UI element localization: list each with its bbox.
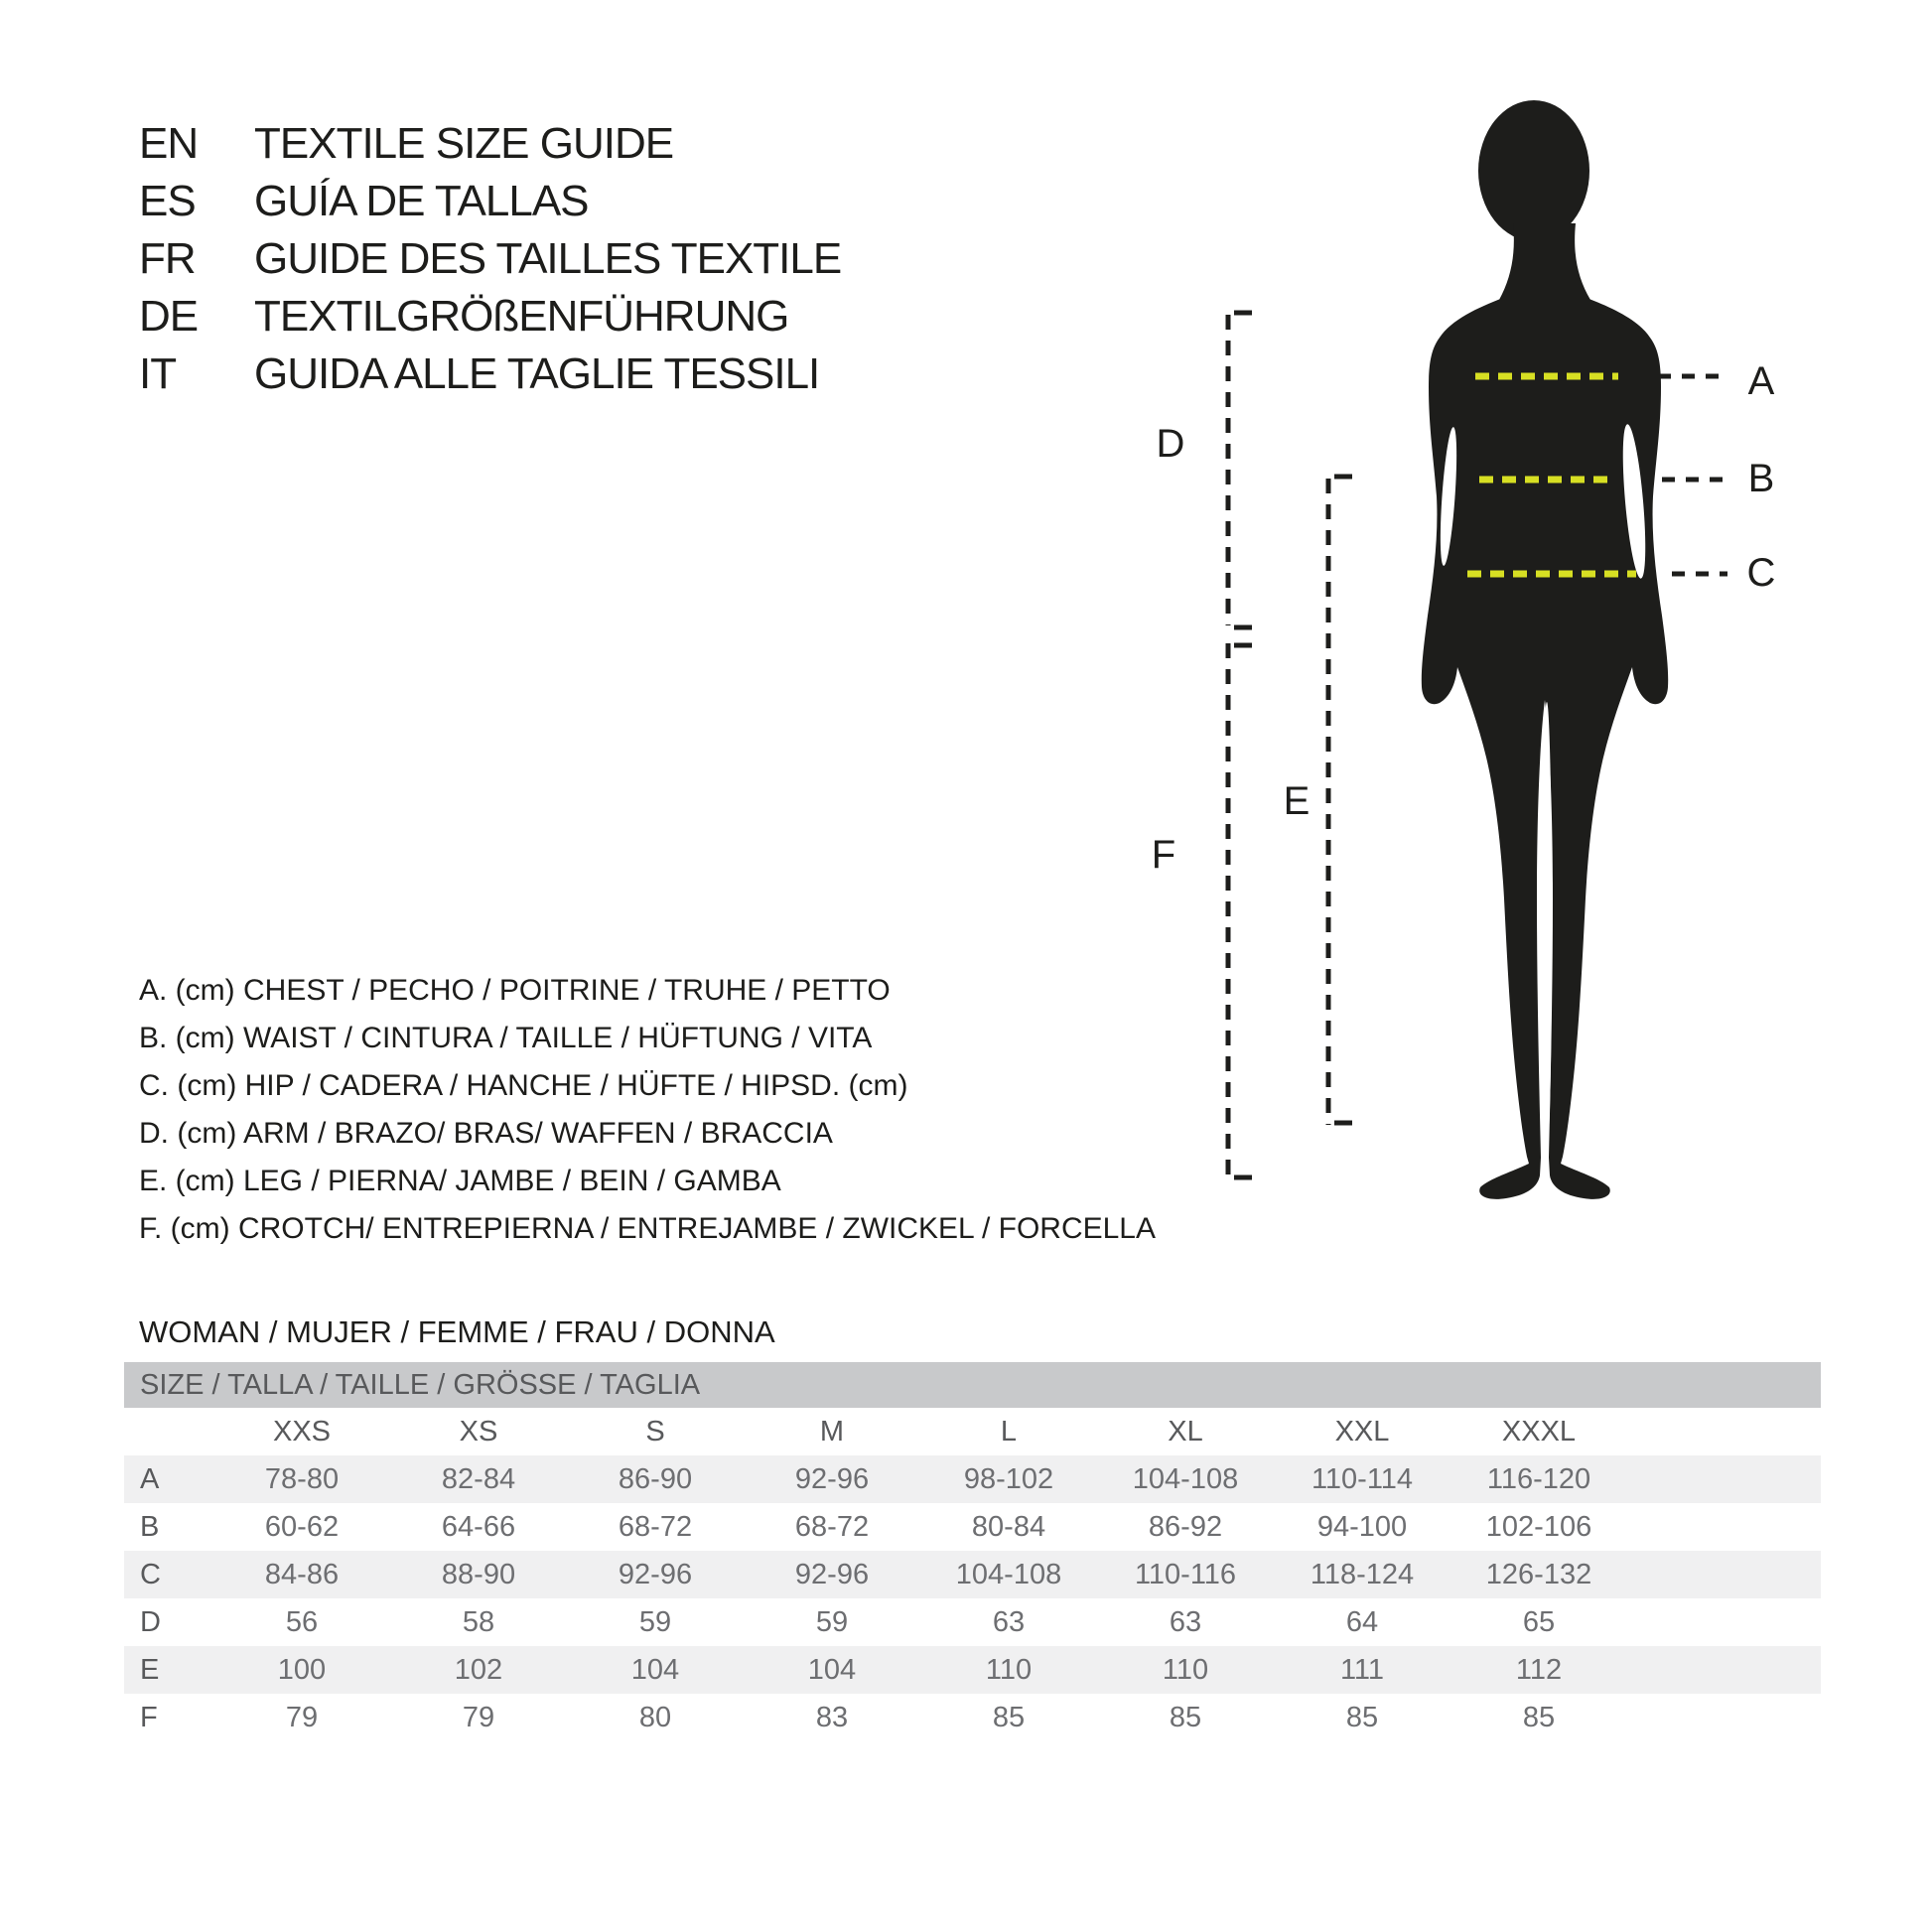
size-column-header: XXL <box>1334 1415 1390 1448</box>
table-cell: 85 <box>1345 1701 1379 1733</box>
language-title: GUIDA ALLE TAGLIE TESSILI <box>254 349 820 398</box>
language-title: GUÍA DE TALLAS <box>254 177 589 225</box>
table-cell: 126-132 <box>1485 1558 1592 1590</box>
measure-leaders-black <box>1658 376 1727 574</box>
table-cell: 102-106 <box>1485 1510 1592 1543</box>
size-column-header: XXS <box>272 1415 332 1448</box>
table-row <box>124 1598 1821 1646</box>
language-code: ES <box>139 177 196 225</box>
table-cell: 110-114 <box>1311 1462 1414 1495</box>
section-title: WOMAN / MUJER / FEMME / FRAU / DONNA <box>139 1314 775 1349</box>
chest-label: A <box>1747 359 1775 403</box>
language-title: TEXTILE SIZE GUIDE <box>254 119 674 168</box>
size-column-header: XS <box>459 1415 498 1448</box>
table-cell: 68-72 <box>794 1510 870 1543</box>
measurement-legend-line: B. (cm) WAIST / CINTURA / TAILLE / HÜFTUNG / VITA <box>139 1022 873 1054</box>
size-table-header: SIZE / TALLA / TAILLE / GRÖSSE / TAGLIA <box>124 1362 1821 1408</box>
table-cell: 104 <box>630 1653 680 1686</box>
measurement-legend <box>139 967 1156 1253</box>
table-cell: 80-84 <box>971 1510 1046 1543</box>
table-cell: 58 <box>462 1605 495 1638</box>
row-label: B <box>140 1510 160 1543</box>
table-cell: 64 <box>1345 1605 1379 1638</box>
arm-label: D <box>1156 422 1185 466</box>
row-label: F <box>140 1701 158 1733</box>
table-cell: 104-108 <box>1132 1462 1239 1495</box>
table-cell: 60-62 <box>264 1510 340 1543</box>
table-cell: 110 <box>1162 1653 1209 1686</box>
hip-label: C <box>1746 551 1776 595</box>
table-cell: 100 <box>277 1653 327 1686</box>
table-cell: 98-102 <box>963 1462 1054 1495</box>
size-column-header: XL <box>1168 1415 1203 1448</box>
table-cell: 85 <box>1169 1701 1202 1733</box>
table-row <box>124 1455 1821 1503</box>
table-row <box>124 1694 1821 1741</box>
table-cell: 110 <box>985 1653 1033 1686</box>
row-label: A <box>140 1462 160 1495</box>
table-cell: 63 <box>992 1605 1026 1638</box>
table-cell: 88-90 <box>441 1558 516 1590</box>
table-row <box>124 1503 1821 1551</box>
table-cell: 104-108 <box>955 1558 1062 1590</box>
size-column-header: S <box>645 1415 665 1448</box>
table-cell: 92-96 <box>794 1462 870 1495</box>
measure-lines-vertical <box>1228 315 1328 1179</box>
measurement-legend-line: C. (cm) HIP / CADERA / HANCHE / HÜFTE / HIPSD. (cm) <box>139 1069 908 1102</box>
table-cell: 104 <box>807 1653 857 1686</box>
language-title: TEXTILGRÖßENFÜHRUNG <box>254 292 789 341</box>
table-cell: 86-92 <box>1148 1510 1223 1543</box>
measurement-legend-line: F. (cm) CROTCH/ ENTREPIERNA / ENTREJAMBE / ZWICKEL / FORCELLA <box>139 1212 1156 1245</box>
crotch-label: F <box>1151 833 1176 877</box>
table-cell: 116-120 <box>1486 1462 1591 1495</box>
table-cell: 112 <box>1515 1653 1563 1686</box>
leg-label: E <box>1283 779 1311 823</box>
table-cell: 65 <box>1522 1605 1556 1638</box>
table-cell: 111 <box>1339 1653 1385 1686</box>
table-row <box>124 1646 1821 1694</box>
language-code: FR <box>139 234 196 283</box>
table-cell: 79 <box>462 1701 495 1733</box>
language-code: EN <box>139 119 199 168</box>
table-cell: 86-90 <box>618 1462 693 1495</box>
size-column-header: XXXL <box>1501 1415 1577 1448</box>
waist-label: B <box>1747 457 1775 500</box>
table-cell: 85 <box>992 1701 1026 1733</box>
table-cell: 78-80 <box>264 1462 340 1495</box>
measurement-legend-line: A. (cm) CHEST / PECHO / POITRINE / TRUHE / PETTO <box>139 974 891 1007</box>
size-column-header: M <box>819 1415 845 1448</box>
table-cell: 92-96 <box>794 1558 870 1590</box>
row-label: D <box>140 1605 161 1638</box>
measure-line-ticks <box>1234 313 1352 1177</box>
table-cell: 82-84 <box>441 1462 516 1495</box>
table-cell: 110-116 <box>1134 1558 1237 1590</box>
table-cell: 94-100 <box>1316 1510 1408 1543</box>
size-table <box>124 1362 1821 1741</box>
table-cell: 92-96 <box>618 1558 693 1590</box>
measurement-legend-line: E. (cm) LEG / PIERNA/ JAMBE / BEIN / GAMBA <box>139 1165 781 1197</box>
row-label: E <box>140 1653 160 1686</box>
size-column-header: L <box>1000 1415 1018 1448</box>
table-cell: 56 <box>285 1605 319 1638</box>
table-cell: 102 <box>454 1653 503 1686</box>
table-cell: 84-86 <box>264 1558 340 1590</box>
language-title: GUIDE DES TAILLES TEXTILE <box>254 234 842 283</box>
table-cell: 118-124 <box>1310 1558 1415 1590</box>
table-cell: 80 <box>638 1701 672 1733</box>
table-cell: 79 <box>285 1701 319 1733</box>
table-cell: 83 <box>815 1701 849 1733</box>
table-cell: 68-72 <box>618 1510 693 1543</box>
table-cell: 64-66 <box>441 1510 516 1543</box>
language-code: IT <box>139 349 177 398</box>
language-code: DE <box>139 292 199 341</box>
table-cell: 59 <box>815 1605 849 1638</box>
row-label: C <box>140 1558 161 1590</box>
table-row <box>124 1551 1821 1598</box>
table-cell: 59 <box>638 1605 672 1638</box>
table-cell: 63 <box>1169 1605 1202 1638</box>
table-cell: 85 <box>1522 1701 1556 1733</box>
size-header-row <box>124 1408 1821 1455</box>
measurement-legend-line: D. (cm) ARM / BRAZO/ BRAS/ WAFFEN / BRACCIA <box>139 1117 833 1150</box>
